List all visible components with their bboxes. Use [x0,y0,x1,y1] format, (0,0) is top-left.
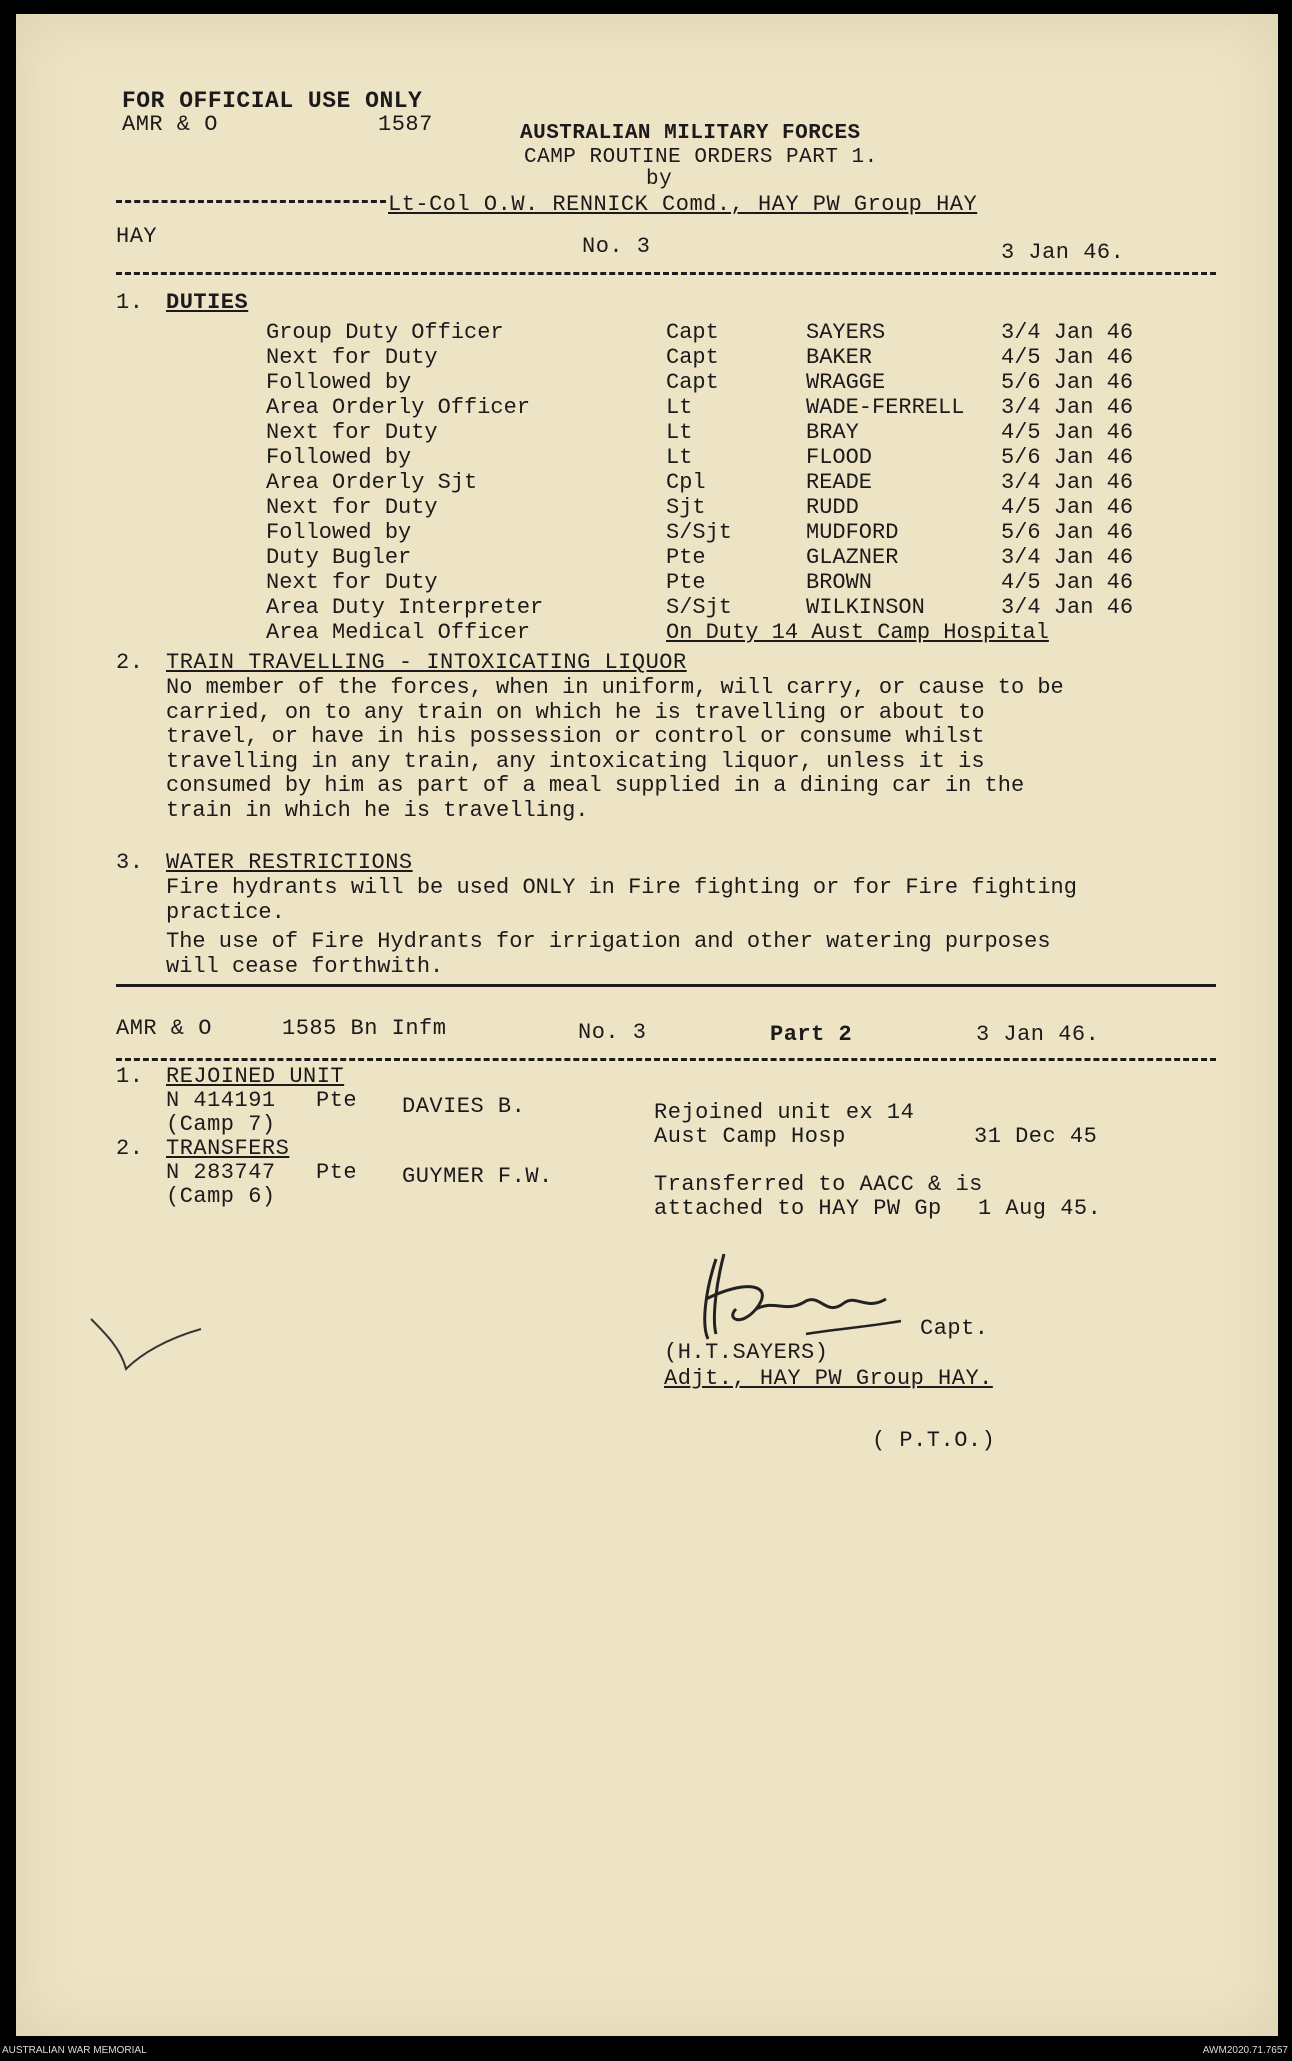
duty-name: WILKINSON [806,595,925,620]
duty-rank: Sjt [666,495,706,520]
part2-amr-prefix: AMR & O [116,1016,212,1041]
duty-role: Next for Duty [266,420,438,445]
duty-date: 5/6 Jan 46 [1001,520,1134,545]
duty-name: BROWN [806,570,873,595]
amr-prefix: AMR & O [122,112,218,137]
duty-role: Area Duty Interpreter [266,595,544,620]
rejoined-name: DAVIES B. [402,1094,526,1119]
transfers-detail-2: attached to HAY PW Gp [654,1196,942,1221]
amr-number: 1587 [378,112,433,137]
duty-date: 3/4 Jan 46 [1001,595,1134,620]
water-heading: WATER RESTRICTIONS [166,850,413,875]
transfers-date: 1 Aug 45. [978,1196,1102,1221]
duty-role: Area Orderly Officer [266,395,531,420]
duty-rank: S/Sjt [666,595,733,620]
duty-role: Followed by [266,445,412,470]
duty-date: 4/5 Jan 46 [1001,345,1134,370]
transfers-rank: Pte [316,1160,358,1185]
document-subtitle: CAMP ROUTINE ORDERS PART 1. [524,146,878,169]
duty-name: READE [806,470,873,495]
header-rule-left [116,200,386,203]
pen-mark [86,1309,206,1379]
header-rule [116,272,1216,275]
rejoined-number: 1. [116,1064,144,1089]
signatory-title: Adjt., HAY PW Group HAY. [664,1366,993,1391]
duty-name: MUDFORD [806,520,899,545]
duty-date: 4/5 Jan 46 [1001,495,1134,520]
duty-role: Area Medical Officer [266,620,531,645]
duty-role: Area Orderly Sjt [266,470,478,495]
part2-order-number: No. 3 [578,1020,647,1045]
transfers-heading: TRANSFERS [166,1136,290,1161]
transfers-service-number: N 283747 [166,1160,276,1185]
footer-credit: AUSTRALIAN WAR MEMORIAL [2,2045,147,2056]
duty-name: GLAZNER [806,545,899,570]
duties-heading: DUTIES [166,290,249,315]
duty-date: 4/5 Jan 46 [1001,570,1134,595]
duty-date: 3/4 Jan 46 [1001,320,1134,345]
classification-label: FOR OFFICIAL USE ONLY [122,88,423,114]
water-number: 3. [116,850,144,875]
duty-name: FLOOD [806,445,873,470]
pto-note: ( P.T.O.) [872,1428,996,1453]
duty-role: Followed by [266,520,412,545]
duty-rank: Lt [666,445,693,470]
duty-date: 4/5 Jan 46 [1001,420,1134,445]
signatory-rank: Capt. [920,1316,989,1341]
title-by: by [646,168,673,191]
section-divider [116,984,1216,987]
rejoined-camp: (Camp 7) [166,1112,276,1137]
footer-accession: AWM2020.71.7657 [1202,2045,1288,2056]
document-title: AUSTRALIAN MILITARY FORCES [520,122,861,145]
order-date: 3 Jan 46. [1001,240,1125,265]
duty-role: Next for Duty [266,345,438,370]
duty-rank: Lt [666,420,693,445]
duty-date: 5/6 Jan 46 [1001,370,1134,395]
part2-label: Part 2 [770,1022,853,1047]
order-number: No. 3 [582,234,651,259]
rejoined-date: 31 Dec 45 [974,1124,1098,1149]
train-number: 2. [116,650,144,675]
location: HAY [116,224,158,249]
transfers-number: 2. [116,1136,144,1161]
commander-line: Lt-Col O.W. RENNICK Comd., HAY PW Group HAY [388,192,978,217]
duty-name: SAYERS [806,320,886,345]
rejoined-heading: REJOINED UNIT [166,1064,345,1089]
duty-role: Next for Duty [266,495,438,520]
duty-date: 3/4 Jan 46 [1001,470,1134,495]
signatory-typed-name: (H.T.SAYERS) [664,1340,829,1365]
duty-rank: Cpl [666,470,706,495]
duty-role: Duty Bugler [266,545,412,570]
transfers-camp: (Camp 6) [166,1184,276,1209]
duty-rank: Pte [666,545,706,570]
duty-role: Group Duty Officer [266,320,504,345]
train-body: No member of the forces, when in uniform, will carry, or cause to be carried, on to any train on which he is travelling or about to travel, or have in his possession or control or consume whilst travelling in any train, any intoxicating liquor, unless it is consumed by him as part of a meal supplied in a dining car in the train in which he is travelling. [166,675,1064,823]
transfers-name: GUYMER F.W. [402,1164,553,1189]
rejoined-service-number: N 414191 [166,1088,276,1113]
part2-unit: 1585 Bn Infm [282,1016,447,1041]
duty-date: 3/4 Jan 46 [1001,545,1134,570]
duty-name: RUDD [806,495,859,520]
duty-rank: Lt [666,395,693,420]
duty-name: BAKER [806,345,873,370]
duty-role: Next for Duty [266,570,438,595]
duty-name: WRAGGE [806,370,886,395]
part2-rule [116,1058,1216,1061]
rejoined-detail-2: Aust Camp Hosp [654,1124,846,1149]
train-heading: TRAIN TRAVELLING - INTOXICATING LIQUOR [166,650,687,675]
duty-date: 5/6 Jan 46 [1001,445,1134,470]
duty-rank: On Duty 14 Aust Camp Hospital [666,620,1049,645]
part2-date: 3 Jan 46. [976,1022,1100,1047]
duty-rank: Capt [666,320,719,345]
duty-rank: S/Sjt [666,520,733,545]
rejoined-detail-1: Rejoined unit ex 14 [654,1100,915,1125]
duty-name: WADE-FERRELL [806,395,965,420]
water-body-2: The use of Fire Hydrants for irrigation and other watering purposes will cease forthwith. [166,929,1051,979]
duties-number: 1. [116,290,144,315]
water-body-1: Fire hydrants will be used ONLY in Fire fighting or for Fire fighting practice. [166,875,1077,925]
duty-rank: Capt [666,345,719,370]
duty-rank: Capt [666,370,719,395]
duty-name: BRAY [806,420,859,445]
document-page [16,14,1278,2036]
rejoined-rank: Pte [316,1088,358,1113]
duty-date: 3/4 Jan 46 [1001,395,1134,420]
transfers-detail-1: Transferred to AACC & is [654,1172,983,1197]
duty-rank: Pte [666,570,706,595]
duty-role: Followed by [266,370,412,395]
